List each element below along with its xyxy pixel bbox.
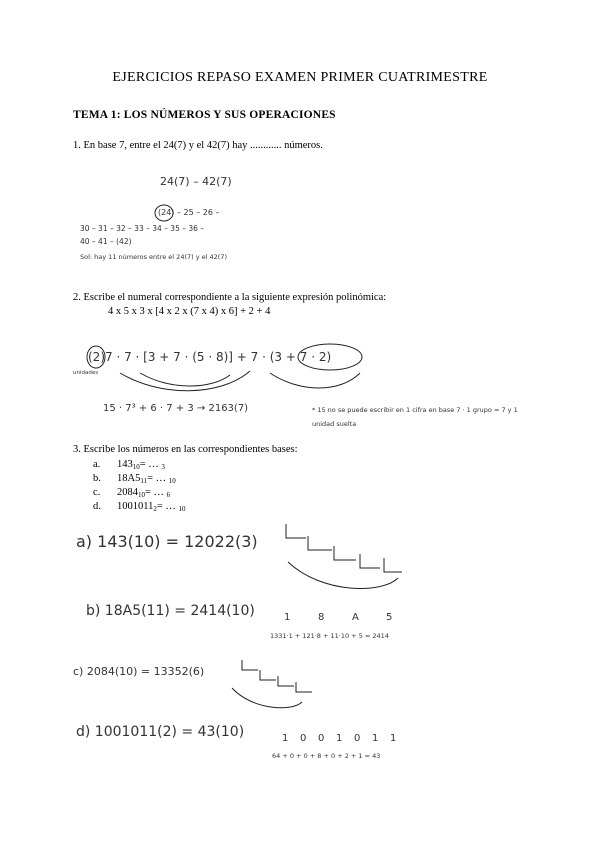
q3b-digit: A [352, 612, 359, 623]
q3a-handwritten-answer: a) 143(10) = 12022(3) [76, 532, 258, 551]
q1-handwritten-row: 40 – 41 – (42) [80, 237, 132, 246]
q1-handwritten-range: 24(7) – 42(7) [160, 175, 232, 188]
q3b-digit: 1 [284, 612, 291, 623]
page-title: EJERCICIOS REPASO EXAMEN PRIMER CUATRIMESTRE [112, 70, 488, 85]
q2-handwritten-label: unidades [73, 370, 99, 376]
q3d-digit: 0 [300, 733, 307, 744]
question-2-expression: 4 x 5 x 3 x [4 x 2 x (7 x 4) x 6] + 2 + 4 [108, 306, 271, 317]
question-3-option: c. $2084_{10}=$ … $_6$ [93, 487, 171, 499]
q3d-handwritten-answer: d) 1001011(2) = 43(10) [76, 724, 245, 740]
question-3-option: a. $143_{10}=$ … $_3$ [93, 459, 165, 471]
q1-handwritten-answer: Sol: hay 11 números entre el 24(7) y el 42(7) [80, 253, 227, 261]
question-3-option: d. $1001011_2=$ … $_{10}$ [93, 501, 186, 513]
q3b-handwritten-sum: 1331·1 + 121·8 + 11·10 + 5 = 2414 [270, 632, 389, 640]
q3c-handwritten-answer: c) 2084(10) = 13352(6) [73, 665, 205, 678]
q2-handwritten-result: 15 · 7³ + 6 · 7 + 3 → 2163(7) [103, 403, 249, 414]
q3d-digit: 0 [354, 733, 361, 744]
q1-circle-mark [150, 200, 180, 225]
q3b-digit: 5 [386, 612, 393, 623]
q2-handwritten-expression: (2)7 · 7 · [3 + 7 · (5 · 8)] + 7 · (3 + 7 · 2) [88, 350, 332, 364]
q3d-handwritten-sum: 64 + 0 + 0 + 8 + 0 + 2 + 1 = 43 [272, 752, 381, 760]
q1-handwritten-row: (24) – 25 – 26 – [158, 208, 220, 217]
q3a-division-ladder [272, 522, 422, 592]
q3c-division-ladder [222, 658, 332, 718]
section-heading: TEMA 1: LOS NÚMEROS Y SUS OPERACIONES [73, 109, 336, 121]
question-3-option: b. $18A5_{11}=$ … $_{10}$ [93, 473, 176, 485]
question-1: 1. En base 7, entre el 24(7) y el 42(7) hay ............ números. [73, 140, 323, 151]
q2-handwritten-note: * 15 no se puede escribir en 1 cifra en base 7 · 1 grupo = 7 y 1 unidad suelta [312, 406, 518, 428]
q3d-digit: 0 [318, 733, 325, 744]
question-2: 2. Escribe el numeral correspondiente a la siguiente expresión polinómica: [73, 292, 387, 303]
q3d-digit: 1 [336, 733, 343, 744]
q3d-digit: 1 [372, 733, 379, 744]
q3d-digit: 1 [390, 733, 397, 744]
q1-handwritten-row: 30 – 31 – 32 – 33 – 34 – 35 – 36 – [80, 224, 205, 233]
q2-annotation-arrows [80, 335, 370, 395]
q3b-digit: 8 [318, 612, 325, 623]
q3d-digit: 1 [282, 733, 289, 744]
q3b-handwritten-answer: b) 18A5(11) = 2414(10) [86, 603, 255, 619]
question-3: 3. Escribe los números en las correspondientes bases: [73, 444, 298, 455]
